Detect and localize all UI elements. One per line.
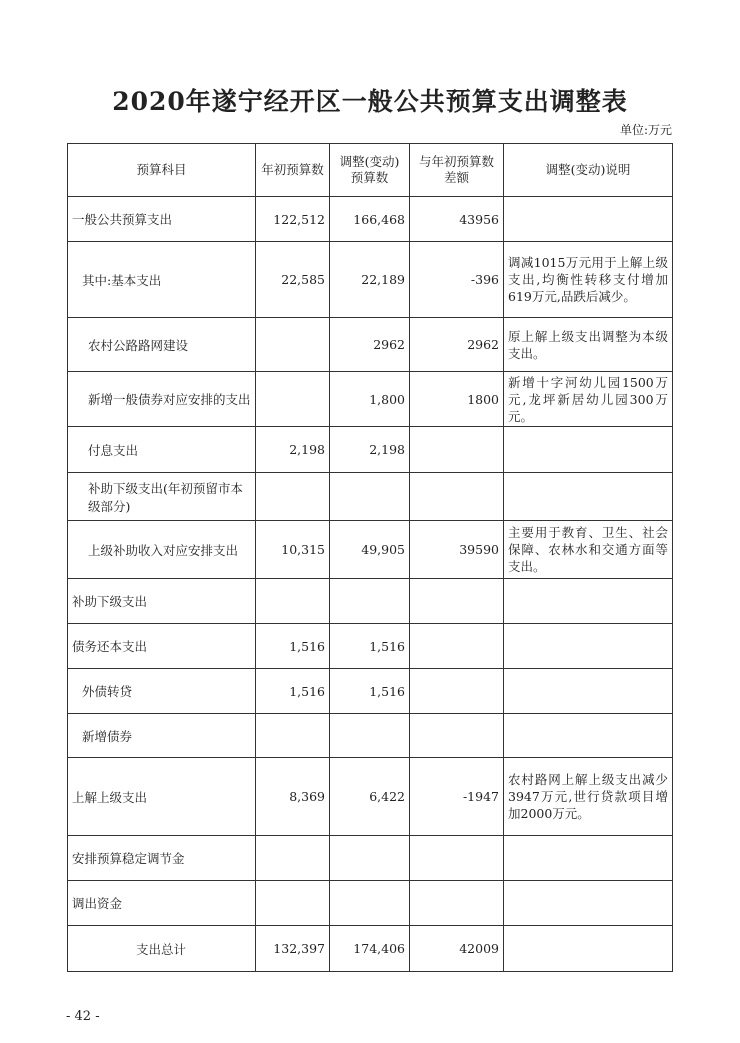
row-note	[504, 427, 673, 473]
header-initial: 年初预算数	[256, 144, 330, 197]
row-initial: 122,512	[256, 197, 330, 242]
table-row	[68, 521, 673, 579]
row-adjusted: 174,406	[330, 926, 410, 972]
table-row	[68, 758, 673, 836]
row-note	[504, 836, 673, 881]
row-initial	[256, 579, 330, 624]
header-diff-line1: 与年初预算数	[418, 154, 494, 169]
row-diff	[410, 669, 504, 714]
row-diff: -396	[410, 242, 504, 318]
header-adjusted-line1: 调整(变动)	[339, 154, 400, 169]
row-diff	[410, 714, 504, 758]
row-note: 主要用于教育、卫生、社会保障、农林水和交通方面等支出。	[504, 521, 673, 579]
row-adjusted: 1,800	[330, 372, 410, 427]
row-initial	[256, 473, 330, 521]
table-row	[68, 318, 673, 372]
row-note	[504, 624, 673, 669]
row-note	[504, 473, 673, 521]
row-initial	[256, 881, 330, 926]
row-subject: 付息支出	[68, 427, 256, 473]
row-adjusted: 2,198	[330, 427, 410, 473]
row-diff: 43956	[410, 197, 504, 242]
row-note	[504, 881, 673, 926]
row-diff: 39590	[410, 521, 504, 579]
row-initial: 8,369	[256, 758, 330, 836]
row-diff	[410, 836, 504, 881]
row-adjusted: 6,422	[330, 758, 410, 836]
row-adjusted: 1,516	[330, 669, 410, 714]
row-adjusted	[330, 881, 410, 926]
row-diff: 1800	[410, 372, 504, 427]
row-initial: 1,516	[256, 624, 330, 669]
row-initial	[256, 836, 330, 881]
page-number: - 42 -	[66, 1009, 100, 1024]
header-diff	[410, 144, 504, 197]
row-subject: 上解上级支出	[68, 758, 256, 836]
table-header-row	[68, 144, 673, 197]
row-diff	[410, 473, 504, 521]
header-adjusted-line2: 预算数	[350, 170, 389, 185]
row-adjusted	[330, 714, 410, 758]
row-diff: -1947	[410, 758, 504, 836]
row-adjusted	[330, 579, 410, 624]
row-initial: 132,397	[256, 926, 330, 972]
row-note: 新增十字河幼儿园1500万元,龙坪新居幼儿园300万元。	[504, 372, 673, 427]
row-note	[504, 926, 673, 972]
row-initial: 22,585	[256, 242, 330, 318]
row-diff: 42009	[410, 926, 504, 972]
table-row	[68, 579, 673, 624]
row-initial: 1,516	[256, 669, 330, 714]
row-subject: 安排预算稳定调节金	[68, 836, 256, 881]
row-subject: 外债转贷	[68, 669, 256, 714]
row-note	[504, 714, 673, 758]
table-row	[68, 372, 673, 427]
table-row	[68, 624, 673, 669]
row-diff	[410, 881, 504, 926]
row-diff: 2962	[410, 318, 504, 372]
page-title: 2020年遂宁经开区一般公共预算支出调整表	[112, 87, 628, 116]
row-initial	[256, 372, 330, 427]
table-row	[68, 926, 673, 972]
row-subject: 一般公共预算支出	[68, 197, 256, 242]
row-note: 调减1015万元用于上解上级支出,均衡性转移支付增加619万元,品跌后减少。	[504, 242, 673, 318]
row-note: 农村路网上解上级支出减少3947万元,世行贷款项目增加2000万元。	[504, 758, 673, 836]
header-diff-line2: 差额	[443, 170, 469, 185]
row-initial: 10,315	[256, 521, 330, 579]
row-adjusted: 49,905	[330, 521, 410, 579]
header-note: 调整(变动)说明	[504, 144, 673, 197]
table-row	[68, 669, 673, 714]
table-row	[68, 427, 673, 473]
row-initial: 2,198	[256, 427, 330, 473]
row-subject: 支出总计	[68, 926, 256, 972]
row-adjusted: 2962	[330, 318, 410, 372]
unit-label: 单位:万元	[619, 123, 672, 137]
row-subject: 新增一般债券对应安排的支出	[68, 372, 256, 427]
row-diff	[410, 624, 504, 669]
row-adjusted	[330, 473, 410, 521]
table-row	[68, 242, 673, 318]
row-note	[504, 669, 673, 714]
row-adjusted: 22,189	[330, 242, 410, 318]
row-subject: 补助下级支出(年初预留市本级部分)	[68, 473, 256, 521]
header-adjusted	[330, 144, 410, 197]
row-subject: 其中:基本支出	[68, 242, 256, 318]
budget-table	[67, 143, 673, 972]
header-subject: 预算科目	[68, 144, 256, 197]
row-initial	[256, 714, 330, 758]
row-note	[504, 579, 673, 624]
row-subject: 债务还本支出	[68, 624, 256, 669]
table-row	[68, 197, 673, 242]
row-subject: 上级补助收入对应安排支出	[68, 521, 256, 579]
table-row	[68, 836, 673, 881]
row-note: 原上解上级支出调整为本级支出。	[504, 318, 673, 372]
row-adjusted: 166,468	[330, 197, 410, 242]
row-subject: 补助下级支出	[68, 579, 256, 624]
row-diff	[410, 427, 504, 473]
row-diff	[410, 579, 504, 624]
row-subject: 新增债券	[68, 714, 256, 758]
table-row	[68, 473, 673, 521]
row-adjusted: 1,516	[330, 624, 410, 669]
row-subject: 调出资金	[68, 881, 256, 926]
table-row	[68, 714, 673, 758]
row-adjusted	[330, 836, 410, 881]
row-initial	[256, 318, 330, 372]
table-row	[68, 881, 673, 926]
row-subject: 农村公路路网建设	[68, 318, 256, 372]
row-note	[504, 197, 673, 242]
